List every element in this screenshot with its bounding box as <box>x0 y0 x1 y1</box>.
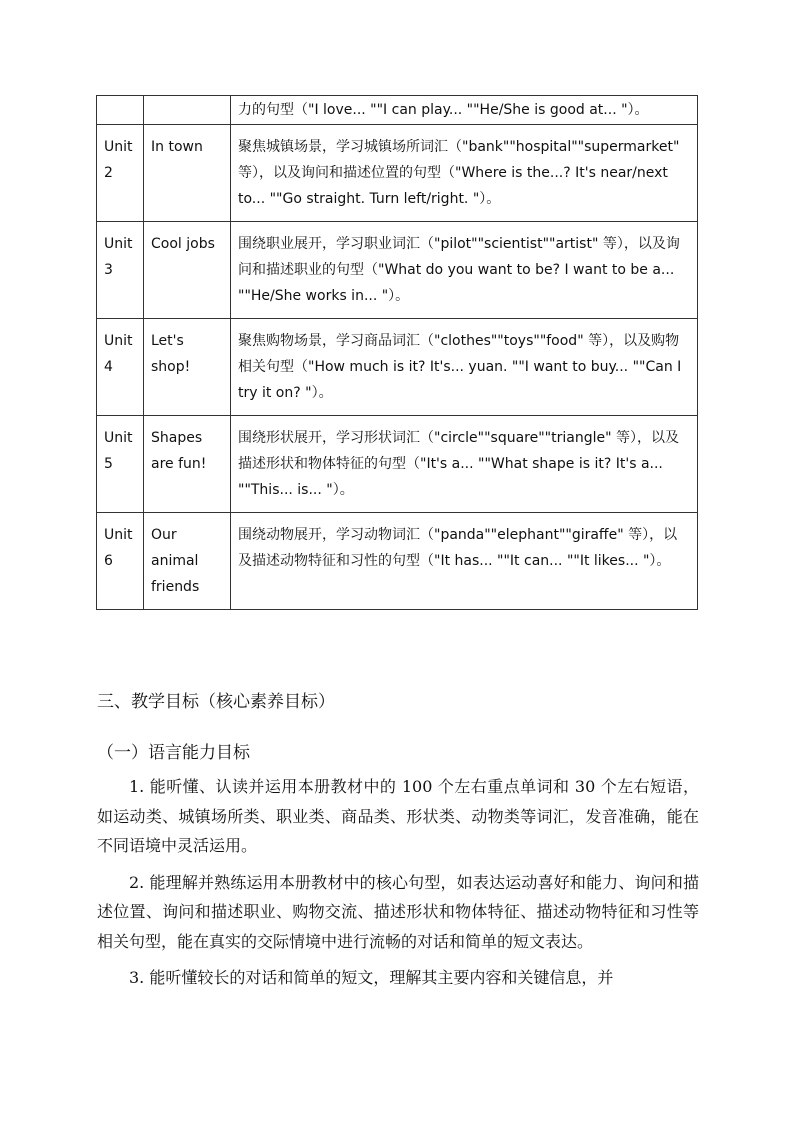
unit-cell: Unit 2 <box>97 125 144 222</box>
title-cell: Our animal friends <box>144 513 231 610</box>
title-cell <box>144 96 231 125</box>
content-cell: 聚焦城镇场景，学习城镇场所词汇（"bank""hospital""supermarket" 等），以及询问和描述位置的句型（"Where is the...? It's near/next to... ""Go straight. Turn left/right. "）。 <box>231 125 698 222</box>
table-row <box>97 125 698 222</box>
table-row <box>97 416 698 513</box>
content-cell: 力的句型（"I love... ""I can play... ""He/She is good at... "）。 <box>231 96 698 125</box>
objectives-body <box>97 772 699 1000</box>
title-cell: Shapes are fun! <box>144 416 231 513</box>
title-cell: Cool jobs <box>144 222 231 319</box>
table-row <box>97 96 698 125</box>
objective-paragraph: 1. 能听懂、认读并运用本册教材中的 100 个左右重点单词和 30 个左右短语，如运动类、城镇场所类、职业类、商品类、形状类、动物类等词汇，发音准确，能在不同语境中灵活运用。 <box>97 777 699 855</box>
objective-paragraph: 3. 能听懂较长的对话和简单的短文，理解其主要内容和关键信息，并 <box>129 968 614 987</box>
unit-cell <box>97 96 144 125</box>
section-subheading: （一）语言能力目标 <box>97 743 250 763</box>
unit-cell: Unit 4 <box>97 319 144 416</box>
title-cell: Let's shop! <box>144 319 231 416</box>
unit-cell: Unit 3 <box>97 222 144 319</box>
objective-paragraph: 2. 能理解并熟练运用本册教材中的核心句型，如表达运动喜好和能力、询问和描述位置、询问和描述职业、购物交流、描述形状和物体特征、描述动物特征和习性等相关句型，能在真实的交际情境中进行流畅的对话和简单的短文表达。 <box>97 872 699 951</box>
content-cell: 围绕职业展开，学习职业词汇（"pilot""scientist""artist" 等），以及询问和描述职业的句型（"What do you want to be? I want to be a... ""He/She works in... "）。 <box>231 222 698 319</box>
unit-cell: Unit 6 <box>97 513 144 610</box>
content-cell: 围绕动物展开，学习动物词汇（"panda""elephant""giraffe" 等），以及描述动物特征和习性的句型（"It has... ""It can... ""It likes... "）。 <box>231 513 698 610</box>
title-cell: In town <box>144 125 231 222</box>
table-row <box>97 319 698 416</box>
content-cell: 聚焦购物场景，学习商品词汇（"clothes""toys""food" 等），以及购物相关句型（"How much is it? It's... yuan. ""I want to buy... ""Can I try it on? "）。 <box>231 319 698 416</box>
table-row <box>97 513 698 610</box>
unit-cell: Unit 5 <box>97 416 144 513</box>
units-table <box>96 95 698 610</box>
section-heading: 三、教学目标（核心素养目标） <box>97 692 335 712</box>
table-row <box>97 222 698 319</box>
content-cell: 围绕形状展开，学习形状词汇（"circle""square""triangle" 等），以及描述形状和物体特征的句型（"It's a... ""What shape is it? It's a... ""This... is... "）。 <box>231 416 698 513</box>
